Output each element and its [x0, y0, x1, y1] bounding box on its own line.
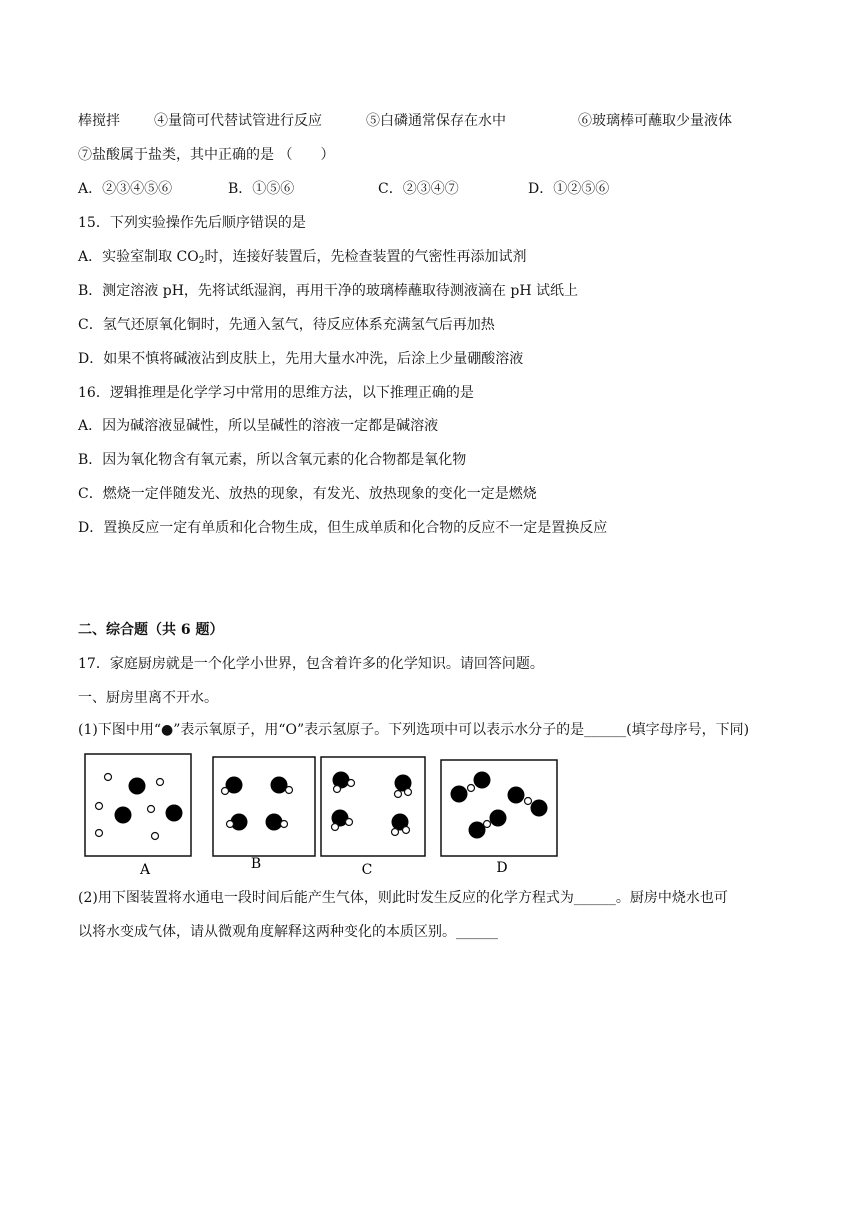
oxygen-atom [166, 805, 183, 822]
label-c: C [361, 862, 373, 878]
label-b: B [250, 856, 262, 872]
box-c-frame [321, 757, 425, 856]
hydrogen-atom [395, 791, 402, 798]
hydrogen-atom [348, 780, 355, 787]
oxygen-atom [271, 777, 288, 794]
hydrogen-atom [468, 785, 475, 792]
oxygen-atom [490, 810, 507, 827]
q15-stem: 15．下列实验操作先后顺序错误的是 [78, 215, 306, 231]
hydrogen-atom [96, 830, 103, 837]
q16-stem: 16．逻辑推理是化学学习中常用的思维方法，以下推理正确的是 [78, 385, 474, 401]
q17-sub-question-1: (1)下图中用“●”表示氧原子，用“O”表示氢原子。下列选项中可以表示水分子的是______(填字母序号，下同) [78, 722, 750, 738]
label-a: A [139, 862, 151, 878]
molecule-figure [84, 752, 564, 878]
hydrogen-atom [281, 821, 288, 828]
q17-part-1-heading: 一、厨房里离不开水。 [78, 690, 218, 706]
q14-choice-c: C．②③④⑦ [378, 181, 459, 197]
q17-sub-question-2-line-2: 以将水变成气体，请从微观角度解释这两种变化的本质区别。______ [78, 924, 498, 940]
q17-sub-question-2-line-1: (2)用下图装置将水通电一段时间后能产生气体，则此时发生反应的化学方程式为______。厨房中烧水也可 [78, 890, 728, 906]
hydrogen-atom [403, 827, 410, 834]
option-box-c [321, 757, 425, 856]
oxygen-atom [531, 800, 548, 817]
hydrogen-atom [405, 789, 412, 796]
q14-choice-d: D．①②⑤⑥ [528, 181, 610, 197]
q14-option-3-tail: 棒搅拌 [78, 113, 120, 129]
q14-choice-a: A．②③④⑤⑥ [78, 181, 173, 197]
q15-choice-c: C．氢气还原氧化铜时，先通入氢气，待反应体系充满氢气后再加热 [78, 317, 495, 333]
q15-choice-b: B．测定溶液 pH，先将试纸湿润，再用干净的玻璃棒蘸取待测液滴在 pH 试纸上 [78, 283, 578, 299]
hydrogen-atom [222, 788, 229, 795]
hydrogen-atom [286, 787, 293, 794]
oxygen-atom [508, 787, 525, 804]
hydrogen-atom [148, 806, 155, 813]
option-box-a [85, 754, 191, 856]
q16-choice-d: D．置换反应一定有单质和化合物生成，但生成单质和化合物的反应不一定是置换反应 [78, 520, 608, 536]
hydrogen-atom [346, 819, 353, 826]
q15-choice-d: D．如果不慎将碱液沾到皮肤上，先用大量水冲洗，后涂上少量硼酸溶液 [78, 351, 524, 367]
hydrogen-atom [227, 821, 234, 828]
molecule-diagram [84, 752, 564, 878]
hydrogen-atom [157, 779, 164, 786]
hydrogen-atom [334, 786, 341, 793]
q16-choice-b: B．因为氧化物含有氧元素，所以含氧元素的化合物都是氧化物 [78, 452, 467, 468]
q15-choice-a: A．实验室制取 $CO_2$时，连接好装置后，先检查装置的气密性再添加试剂 [78, 249, 527, 266]
section-heading: 二、综合题（共 6 题） [78, 622, 224, 638]
hydrogen-atom [96, 803, 103, 810]
hydrogen-atom [525, 798, 532, 805]
q14-option-7: ⑦盐酸属于盐类，其中正确的是 （ ） [78, 147, 335, 163]
q14-option-6: ⑥玻璃棒可蘸取少量液体 [578, 113, 732, 129]
oxygen-atom [451, 786, 468, 803]
hydrogen-atom [484, 821, 491, 828]
oxygen-atom [129, 778, 146, 795]
label-d: D [496, 860, 508, 876]
hydrogen-atom [152, 833, 159, 840]
option-box-d [441, 760, 557, 856]
q17-stem: 17．家庭厨房就是一个化学小世界，包含着许多的化学知识。请回答问题。 [78, 656, 544, 672]
q16-choice-a: A．因为碱溶液显碱性，所以呈碱性的溶液一定都是碱溶液 [78, 418, 439, 434]
option-box-b [213, 757, 315, 856]
hydrogen-atom [392, 829, 399, 836]
oxygen-atom [266, 814, 283, 831]
box-b-frame [213, 757, 315, 856]
q16-choice-c: C．燃烧一定伴随发光、放热的现象，有发光、放热现象的变化一定是燃烧 [78, 486, 537, 502]
hydrogen-atom [105, 774, 112, 781]
hydrogen-atom [332, 824, 339, 831]
q14-option-4: ④量筒可代替试管进行反应 [154, 113, 322, 129]
oxygen-atom [474, 772, 491, 789]
oxygen-atom [115, 807, 132, 824]
q14-option-5: ⑤白磷通常保存在水中 [366, 113, 506, 129]
q14-choice-b: B．①⑤⑥ [228, 181, 295, 197]
